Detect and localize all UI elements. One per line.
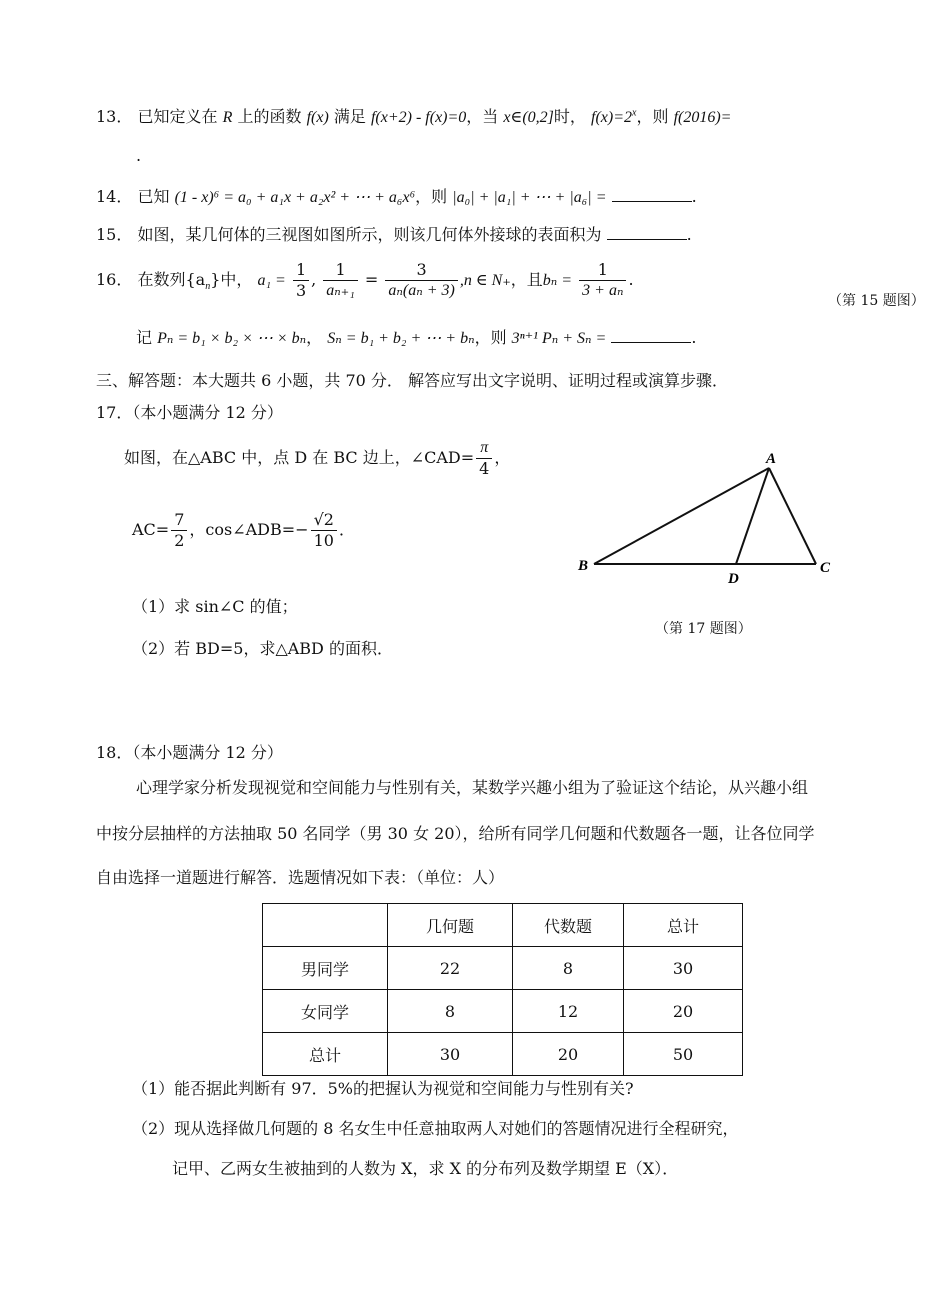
q16-end: . — [691, 328, 697, 347]
q17-text: AC= — [132, 520, 170, 539]
table-cell: 20 — [624, 990, 743, 1033]
q13-tail: . — [136, 146, 142, 165]
q18-part2: （2）现从选择做几何题的 8 名女生中任意抽取两人对她们的答题情况进行全程研究， — [132, 1119, 739, 1138]
q16-text: ，且 — [510, 270, 543, 289]
q14-end: . — [691, 187, 697, 206]
table-header-cell: 总计 — [624, 904, 743, 947]
q17-part1: （1）求 sin∠C 的值； — [132, 597, 298, 616]
table-cell: 总计 — [263, 1033, 388, 1076]
q16-text: 在数列{a — [137, 270, 206, 289]
fraction-numerator: √2 — [311, 510, 337, 531]
q16-recursion-fraction — [323, 260, 358, 301]
table-cell: 30 — [388, 1033, 513, 1076]
table-cell: 8 — [388, 990, 513, 1033]
q16-end: . — [628, 270, 634, 289]
fraction-denominator: 3 + aₙ — [582, 282, 624, 299]
q15-number: 15． — [96, 225, 133, 244]
fraction-denominator: aₙ₊₁ — [326, 282, 355, 299]
q15-line — [96, 222, 692, 245]
q14-text: 已知 — [137, 187, 170, 206]
table-cell: 女同学 — [263, 990, 388, 1033]
side-ac — [769, 468, 816, 564]
q17-line2 — [132, 508, 355, 552]
fraction-numerator: 7 — [171, 510, 187, 531]
table-cell: 20 — [513, 1033, 624, 1076]
q16-number: 16． — [96, 270, 133, 289]
vertex-label-b: B — [578, 558, 589, 574]
q13-text: 时， — [553, 107, 586, 126]
fraction-numerator: 1 — [579, 260, 626, 281]
fig15-caption: （第 15 题图） — [828, 293, 925, 309]
q13-line — [96, 104, 731, 127]
q17-text: ． — [338, 520, 355, 539]
table-header-cell: 几何题 — [388, 904, 513, 947]
q13-math: R — [222, 109, 233, 126]
q13-number: 13． — [96, 107, 133, 126]
q13-exponent: x — [632, 107, 637, 119]
fraction-numerator: 1 — [293, 260, 309, 281]
table-cell: 22 — [388, 947, 513, 990]
q17-cos-fraction — [311, 510, 337, 551]
q18-part2-line2: 记甲、乙两女生被抽到的人数为 X，求 X 的分布列及数学期望 E（X）． — [172, 1159, 679, 1178]
section-3-title: 三、解答题：本大题共 6 小题，共 70 分． 解答应写出文字说明、证明过程或演算步骤． — [96, 371, 728, 390]
q17-text: ， — [494, 448, 511, 467]
q18-paragraph-line3: 自由选择一道题进行解答．选题情况如下表：（单位：人） — [96, 868, 505, 887]
q13-text: ，当 — [466, 107, 499, 126]
table-row — [263, 947, 743, 990]
q16-math: Sₙ = b₁ + b₂ + ⋯ + bₙ — [327, 330, 475, 347]
fraction-numerator: π — [476, 438, 492, 459]
q17-line1 — [124, 436, 510, 480]
vertex-label-c: C — [820, 560, 831, 576]
q16-bn-fraction — [579, 260, 626, 301]
q17-triangle-figure — [570, 446, 840, 586]
vertex-label-a: A — [766, 451, 777, 467]
q18-table — [262, 903, 743, 1076]
q16-text: ， — [306, 328, 323, 347]
q13-text: 满足 — [333, 107, 366, 126]
q14-line — [96, 184, 697, 207]
q14-math: |a₀| + |a₁| + ⋯ + |a₆| = — [452, 189, 607, 206]
q13-math: x∈(0,2] — [503, 109, 554, 126]
q13-text: ，则 — [636, 107, 669, 126]
q15-end: . — [686, 225, 692, 244]
q15-answer-blank — [607, 225, 687, 240]
q13-text: 已知定义在 — [137, 107, 218, 126]
q14-number: 14． — [96, 187, 133, 206]
fig17-caption: （第 17 题图） — [655, 621, 752, 637]
q13-math: f(x) — [306, 109, 329, 126]
q18-part1: （1）能否据此判断有 97．5%的把握认为视觉和空间能力与性别有关? — [132, 1079, 634, 1098]
q16-math: Pₙ = b₁ × b₂ × ⋯ × bₙ — [157, 330, 307, 347]
q16-text: ，则 — [474, 328, 507, 347]
q16-equals: = — [364, 270, 379, 289]
fraction-numerator: 3 — [385, 260, 457, 281]
table-header-row — [263, 904, 743, 947]
fraction-denominator: 3 — [295, 281, 307, 300]
q16-line1: 16． 在数列$\{a_n\}$中， a₁ = $\frac{1}{3}$ , $\frac{1}{\text{aₙ₊₁}}$ = $\frac{3}{\text{aₙ(aₙ + 3)}}$ ,n ∈ N₊，且bₙ = $\frac{1}{\text{3 + aₙ}}$ . — [96, 260, 634, 300]
q16-subscript: n — [205, 281, 211, 293]
table-cell: 30 — [624, 947, 743, 990]
q14-text: ，则 — [415, 187, 448, 206]
q18-header: 18．（本小题满分 12 分） — [96, 743, 283, 762]
table-cell: 50 — [624, 1033, 743, 1076]
q16-text: }中， — [210, 270, 253, 289]
q14-math: (1 - x)⁶ = a₀ + a₁x + a₂x² + ⋯ + a₆x⁶ — [174, 189, 416, 206]
q16-a1: a₁ = — [257, 272, 286, 289]
fraction-denominator: 10 — [313, 531, 334, 550]
table-row — [263, 1033, 743, 1076]
q16-math: 3ⁿ⁺¹ Pₙ + Sₙ = — [511, 330, 607, 347]
vertex-label-d: D — [728, 571, 739, 586]
q13-text: 上的函数 — [237, 107, 302, 126]
q18-paragraph-line1: 心理学家分析发现视觉和空间能力与性别有关，某数学兴趣小组为了验证这个结论，从兴趣小组 — [136, 778, 809, 797]
table-row — [263, 990, 743, 1033]
q17-pi-fraction — [476, 438, 492, 479]
table-cell: 12 — [513, 990, 624, 1033]
fraction-denominator: aₙ(aₙ + 3) — [388, 282, 455, 299]
fraction-numerator: 1 — [323, 260, 358, 281]
q17-header: 17．（本小题满分 12 分） — [96, 403, 283, 422]
fraction-denominator: 4 — [479, 459, 490, 478]
fraction-denominator: 2 — [174, 531, 185, 550]
q17-text: 如图，在△ABC 中，点 D 在 BC 边上，∠CAD= — [124, 448, 475, 467]
q16-rhs-fraction — [385, 260, 457, 301]
q16-answer-blank — [611, 328, 691, 343]
q14-answer-blank — [612, 187, 692, 202]
q13-math: f(2016)= — [673, 109, 732, 126]
q16-text: 记 — [136, 328, 153, 347]
q17-text: ，cos∠ADB=− — [189, 520, 309, 539]
table-cell: 男同学 — [263, 947, 388, 990]
q16-line2 — [136, 325, 696, 348]
q18-paragraph-line2: 中按分层抽样的方法抽取 50 名同学（男 30 女 20），给所有同学几何题和代数题各一题，让各位同学 — [96, 824, 815, 843]
q15-text: 如图，某几何体的三视图如图所示，则该几何体外接球的表面积为 — [137, 225, 602, 244]
q16-bn: bₙ = — [542, 272, 573, 289]
q17-part2: （2）若 BD=5，求△ABD 的面积． — [132, 639, 393, 658]
q13-math: f(x)=2 — [591, 109, 633, 126]
table-cell: 8 — [513, 947, 624, 990]
q16-condition: ,n ∈ N₊ — [459, 272, 511, 289]
q17-ac-fraction — [171, 510, 187, 551]
side-ab — [594, 468, 769, 564]
q16-a1-fraction — [293, 260, 309, 301]
q13-math: f(x+2) - f(x)=0 — [370, 109, 467, 126]
table-header-cell: 代数题 — [513, 904, 624, 947]
table-header-cell — [263, 904, 388, 947]
